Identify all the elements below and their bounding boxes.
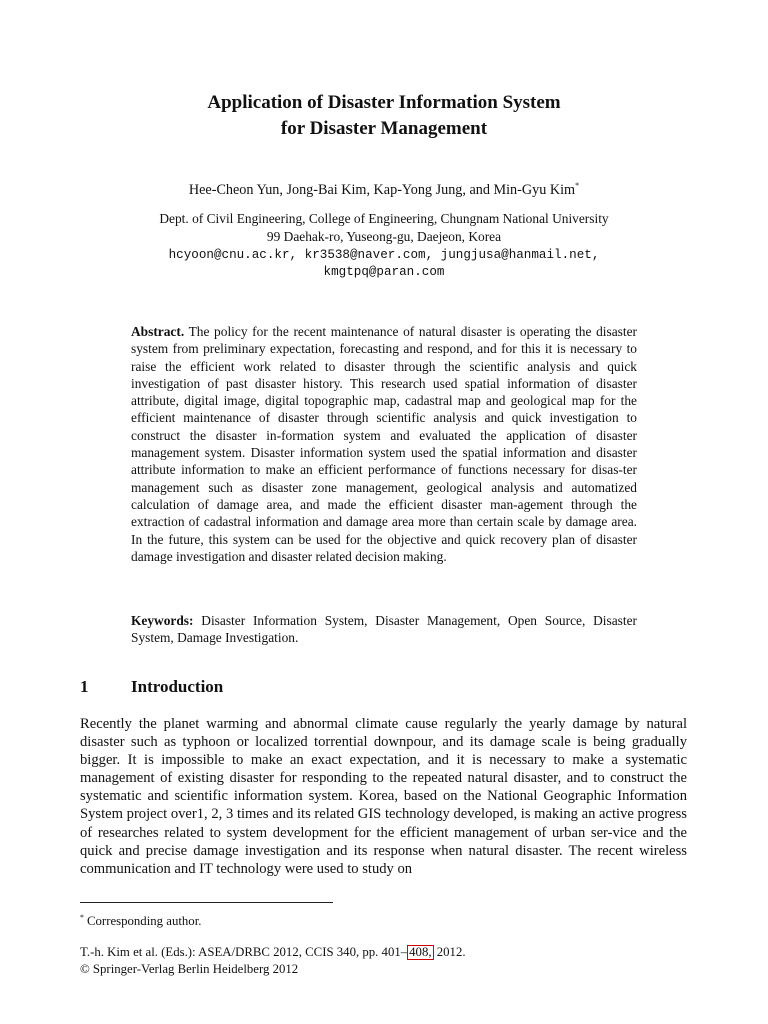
citation-line	[80, 944, 466, 960]
citation-suffix: 2012.	[433, 945, 466, 959]
footnote-mark: *	[80, 913, 84, 922]
author-list	[0, 176, 768, 200]
introduction-paragraph: Recently the planet warming and abnormal climate cause regularly the yearly damage by natural disaster such as typhoon or localized torrential downpour, and its damage scale is being gradually bigger. It is impossible to make an exact expectation, and it is necessary to make a systematic management of existing disaster for responding to the repeated natural disaster, and to construct the systematic and scientific information system. Korea, based on the National Geographic Information System project over1, 2, 3 times and its related GIS technology developed, is making an active progress of researches related to system development for the efficient management of urban ser-vice and the quick and precise damage investigation and its response when natural disaster. The recent wireless communication and IT technology were used to study on	[80, 716, 687, 877]
author-emails-line-2: kmgtpq@paran.com	[323, 265, 445, 279]
keywords-text: Disaster Information System, Disaster Management, Open Source, Disaster System, Damage Investigation.	[131, 613, 637, 646]
section-number: 1	[80, 677, 89, 696]
footnote-text: Corresponding author.	[87, 914, 202, 928]
abstract-text: The policy for the recent maintenance of natural disaster is operating the disaster system from preliminary expectation, forecasting and respond, and for this it is necessary to raise the efficient work related to disaster through the scientific analysis and quick investigation of past disaster history. This research used spatial information of disaster attribute, digital image, digital topographic map, cadastral map and geological map for the efficient maintenance of disaster through scientific analysis and quick investigation to construct the disaster in-formation system and evaluated the application of disaster management system. Disaster information system used the spatial information and disaster attribute information to make an efficient performance of functions necessary for disas-ter management such as disaster zone management, geological analysis and automatized calculation of damage area, and made the efficient disaster man-agement through the extraction of cadastral information and damage area more than certain scale by damage area. In the future, this system can be used for the objective and quick recovery plan of disaster damage investigation and disaster related decision making.	[131, 324, 637, 564]
section-heading: Introduction	[131, 677, 224, 696]
footnote-divider	[80, 902, 333, 903]
footnote	[80, 909, 201, 930]
affiliation-line-2: 99 Daehak-ro, Yuseong-gu, Daejeon, Korea	[266, 229, 502, 244]
page-range-link[interactable]: 408,	[409, 945, 432, 959]
citation-prefix: T.-h. Kim et al. (Eds.): ASEA/DRBC 2012, CCIS 340, pp. 401–	[80, 945, 408, 959]
paper-title-line-2: for Disaster Management	[280, 118, 488, 139]
author-names: Hee-Cheon Yun, Jong-Bai Kim, Kap-Yong Jung, and Min-Gyu Kim	[188, 182, 576, 198]
abstract-label: Abstract.	[131, 324, 185, 339]
affiliation-line-1: Dept. of Civil Engineering, College of Engineering, Chungnam National University	[159, 211, 609, 226]
paper-title-line-1: Application of Disaster Information System	[207, 92, 561, 113]
keywords-label: Keywords:	[131, 613, 194, 628]
author-emails-line-1: hcyoon@cnu.ac.kr, kr3538@naver.com, jungjusa@hanmail.net,	[168, 248, 600, 262]
copyright-line: © Springer-Verlag Berlin Heidelberg 2012	[80, 962, 299, 976]
corresponding-author-mark: *	[575, 181, 580, 190]
keywords	[131, 612, 637, 647]
abstract	[131, 323, 637, 565]
